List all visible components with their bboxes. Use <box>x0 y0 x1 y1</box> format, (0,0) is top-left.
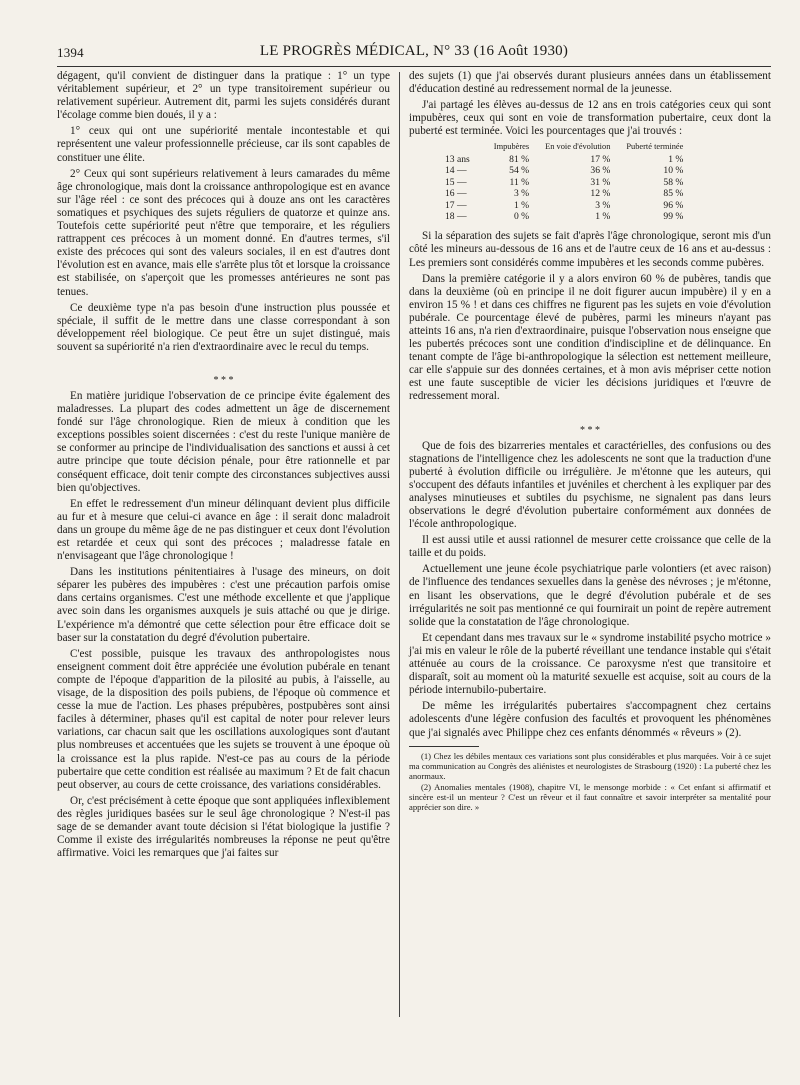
table-cell: 1 % <box>595 210 611 222</box>
section-separator: * * * <box>580 424 600 436</box>
table-row <box>445 200 691 211</box>
left-column <box>57 70 390 863</box>
table-header-row <box>445 142 691 153</box>
paragraph: C'est possible, puisque les travaux des anthropologistes nous enseignent comment doit être appréciée une évolution pubérale en tenant compte de l'époque d'apparition de la pilosité au pubis, à l'aisselle, au visage, de la disposition des poils pubiens, de l'époque où commence et cesse la mue de l'action. Les phases prépubères, postpubères sont ainsi faciles à déterminer, phases qu'il est capital de noter pour relever leurs variations, car chacun sait que les oscillations auxologiques sont d'autant plus nombreuses et accentuées que les sujets se trouvent à une époque où la croissance est la plus rapide. N'est-ce pas au cours de la période pubertaire que cette condition est réalisée au maximum ? Et de fait chacun peut observer, au cours de cette croissance, des variations considérables. <box>57 647 390 791</box>
table-row <box>445 165 691 176</box>
table-cell: 17 % <box>590 153 611 165</box>
paragraph: Il est aussi utile et aussi rationnel de mesurer cette croissance que celle de la taille et du poids. <box>409 534 771 560</box>
table-cell: 15 — <box>445 176 467 188</box>
table-cell: 10 % <box>663 165 684 177</box>
table-cell: 96 % <box>663 199 684 211</box>
paragraph: 2° Ceux qui sont supérieurs relativement à leurs camarades du même âge chronologique, mais dont la croissance anthropologique est en avance sur l'âge réel : ce sont des précoces qui à douze ans ont les caractères somatiques et psychiques des sujets réguliers de quatorze et quinze ans. Toutefois cette supériorité peut n'être que temporaire, et les réguliers rattrappent ces précoces à un moment donné. En d'autres termes, s'il existe des précoces qui sont des valeurs sociales, il en est d'autres dont l'évolution est en avance, mais elle s'arrête plus tôt et lorsque la croissance est stabilisée, on s'aperçoit que les promesses antérieures ne sont pas tenues. <box>57 167 391 298</box>
table-cell: 31 % <box>590 176 611 188</box>
table-cell: 3 % <box>595 199 611 211</box>
paragraph: Dans la première catégorie il y a alors environ 60 % de pubères, tandis que dans la deuxième (où en principe il ne doit figurer aucun impubère) il y en a environ 15 % ! et dans ces chiffres ne figurent pas les sujets en voie d'évolution pubérale. Ce pourcentage élevé de pubères, parmi les mineurs n'ayant pas atteints 16 ans, n'a rien d'extraordinaire, puisque l'observation nous enseigne que les pubertés précoces sont une condition d'indiscipline et de délinquance. En tenant compte de l'âge bi-anthropologique la sélection est nettement meilleure, car elle s'appuie sur des données certaines, et à mon avis mépriser cette notion est une faute susceptible de vicier les décisions juridiques et l'œuvre de redressement moral. <box>409 272 771 403</box>
table-cell: 36 % <box>590 165 611 177</box>
right-column <box>409 70 771 813</box>
table-header: En voie d'évolution <box>545 142 611 152</box>
paragraph: Or, c'est précisément à cette époque que sont appliquées inflexiblement des règles juridiques basées sur le seul âge chronologique ? N'est-il pas sage de se demander avant toute décision si l'état biologique la justifie ? Comme il existe des irrégularités nombreuses la réponse ne peut qu'être affirmative. Voici les remarques que j'ai faites sur <box>57 794 390 860</box>
section-separator: * * * <box>213 374 234 386</box>
table-cell: 81 % <box>509 153 530 165</box>
page-header <box>57 43 771 63</box>
table-cell: 0 % <box>513 210 530 222</box>
paragraph: En effet le redressement d'un mineur délinquant devient plus difficile au fur et à mesure que celui-ci avance en âge : il serait donc maladroit dans un groupe du même âge de ne pas distinguer et ceux dont l'évolution est retardée et ceux qui sont des précoces ; maladresse fatale en n'envisageant que l'âge chronologique ! <box>57 497 390 563</box>
paragraph: Et cependant dans mes travaux sur le « syndrome instabilité psycho motrice » j'ai mis en valeur le rôle de la puberté réveillant une tendance instable qui s'était atténuée au cours de la croissance. Ce paroxysme n'est que transitoire et disparaît, soit au moment où la maturité sexuelle est acquise, soit au cours de la période internubilo-pubertaire. <box>409 631 771 697</box>
paragraph: Si la séparation des sujets se fait d'après l'âge chronologique, seront mis d'un côté les mineurs au-dessous de 16 ans et de l'autre ceux de 16 ans et au-dessus : Les premiers sont considérés comme impubères et les seconds comme pubères. <box>409 230 771 269</box>
table-cell: 54 % <box>509 165 530 177</box>
table-cell: 14 — <box>445 165 467 177</box>
table-cell: 58 % <box>663 176 684 188</box>
paragraph: 1° ceux qui ont une supériorité mentale incontestable et qui représentent une valeur professionnelle précieuse, car ils sont capables de constituer une élite. <box>57 125 390 164</box>
paragraph: Dans les institutions pénitentiaires à l'usage des mineurs, on doit séparer les pubères des impubères : c'est une précaution parfois omise dans certains organismes. C'est une méthode excellente et que j'applique avec soin dans les organismes auxquels je suis attaché ou que je dirige. L'expérience m'a démontré que cette sélection pour être efficace doit se baser sur la constatation du degré d'évolution pubertaire. <box>57 566 390 644</box>
table-cell: 85 % <box>663 188 684 200</box>
paragraph: des sujets (1) que j'ai observés durant plusieurs années dans un établissement d'éducation destiné au redressement normal de la jeunesse. <box>409 70 771 96</box>
paragraph: En matière juridique l'observation de ce principe évite également des maladresses. La plupart des codes admettent un âge de discernement fondé sur l'âge chronologique. Rien de mieux à condition que les exceptions possibles soient discernées : c'est du reste l'unique manière de se conformer au principe de l'individualisation des sanctions et aussi à cet autre principe que toute décision pénale, pour être rationnelle et par conséquent efficace, doit tenir compte des circonstances subjectives aussi bien qu'objectives. <box>57 389 390 494</box>
running-title: LE PROGRÈS MÉDICAL, N° 33 (16 Août 1930) <box>259 43 569 59</box>
table-header: Impubères <box>493 142 530 152</box>
paragraph: De même les irrégularités pubertaires s'accompagnent chez certains adolescents d'une légère confusion des facultés et provoquent les phénomènes que j'ai signalés avec Philippe chez ces enfants dénommés « rêveurs » (2). <box>409 700 771 739</box>
table-cell: 1 % <box>668 153 684 165</box>
table-header <box>445 142 486 153</box>
table-row <box>445 188 691 199</box>
table-cell: 99 % <box>663 210 684 222</box>
paragraph: Actuellement une jeune école psychiatrique parle volontiers (et avec raison) de l'influence des tendances sexuelles dans la genèse des névroses ; je m'étonne, en lisant les observations, que le degré d'évolution pubérale et de ses irrégularités ne soit pas mentionné ce qui fournirait un point de repère autrement solide que la constatation de l'âge chronologique. <box>409 563 771 628</box>
table-cell: 16 — <box>445 188 467 200</box>
footnote-rule <box>409 746 479 747</box>
paragraph: Que de fois des bizarreries mentales et caractérielles, des confusions ou des stagnations de l'intelligence chez les adolescents ne sont que la traduction d'une puberté à évolution difficile ou irrégulière. Je m'étonne que les auteurs, qui s'occupent des défauts infantiles et juvéniles et cherchent à les expliquer par des analyses minutieuses et subtiles du psychisme, ne signalent pas dans leurs observations le degré d'évolution pubertaire conformément aux données de l'école anthropologique. <box>409 439 771 531</box>
table-cell: 17 — <box>445 199 467 211</box>
footnote: (2) Anomalies mentales (1908), chapitre VI, le mensonge morbide : « Cet enfant si affirmatif et sincère est-il un menteur ? C'est un rêveur et il faut connaître et savoir interpréter sa mentalité pour apprécier son dire. » <box>409 781 771 812</box>
table-cell: 1 % <box>513 199 530 211</box>
table-cell: 11 % <box>509 176 530 188</box>
table-cell: 12 % <box>590 188 611 200</box>
paragraph: dégagent, qu'il convient de distinguer dans la pratique : 1° un type véritablement supérieur, et 2° un type transitoirement supérieur ou relativement supérieur. Autrement dit, parmi les sujets considérés durant l'écolage comme bien doués, il y a : <box>57 70 390 122</box>
page-number: 1394 <box>57 45 84 60</box>
column-divider <box>399 72 400 1017</box>
header-rule <box>57 66 771 67</box>
paragraph: J'ai partagé les élèves au-dessus de 12 ans en trois catégories ceux qui sont impubères, ceux qui sont en voie de transformation pubertaire, ceux dont la puberté est terminée. Voici les pourcentages que j'ai trouvés : <box>409 99 771 138</box>
puberty-percentage-table <box>445 142 691 222</box>
footnote: (1) Chez les débiles mentaux ces variations sont plus considérables et plus marquées. Voir à ce sujet ma communication au Congrès des aliénistes et neurologistes de Strasbourg (1920) : La puberté chez les anormaux. <box>409 750 771 781</box>
table-row <box>445 211 691 222</box>
table-cell: 18 — <box>445 210 467 222</box>
table-cell: 13 ans <box>445 153 470 165</box>
table-cell: 3 % <box>513 188 530 200</box>
paragraph: Ce deuxième type n'a pas besoin d'une instruction plus poussée et spéciale, il suffit de le mettre dans une classe correspondant à son développement réel biologique. Ce peut être un sujet distingué, mais souvent sa supériorité n'a rien d'extraordinaire avec le recul du temps. <box>57 301 390 353</box>
table-row <box>445 177 691 188</box>
table-row <box>445 154 691 165</box>
table-header: Puberté terminée <box>626 142 684 152</box>
